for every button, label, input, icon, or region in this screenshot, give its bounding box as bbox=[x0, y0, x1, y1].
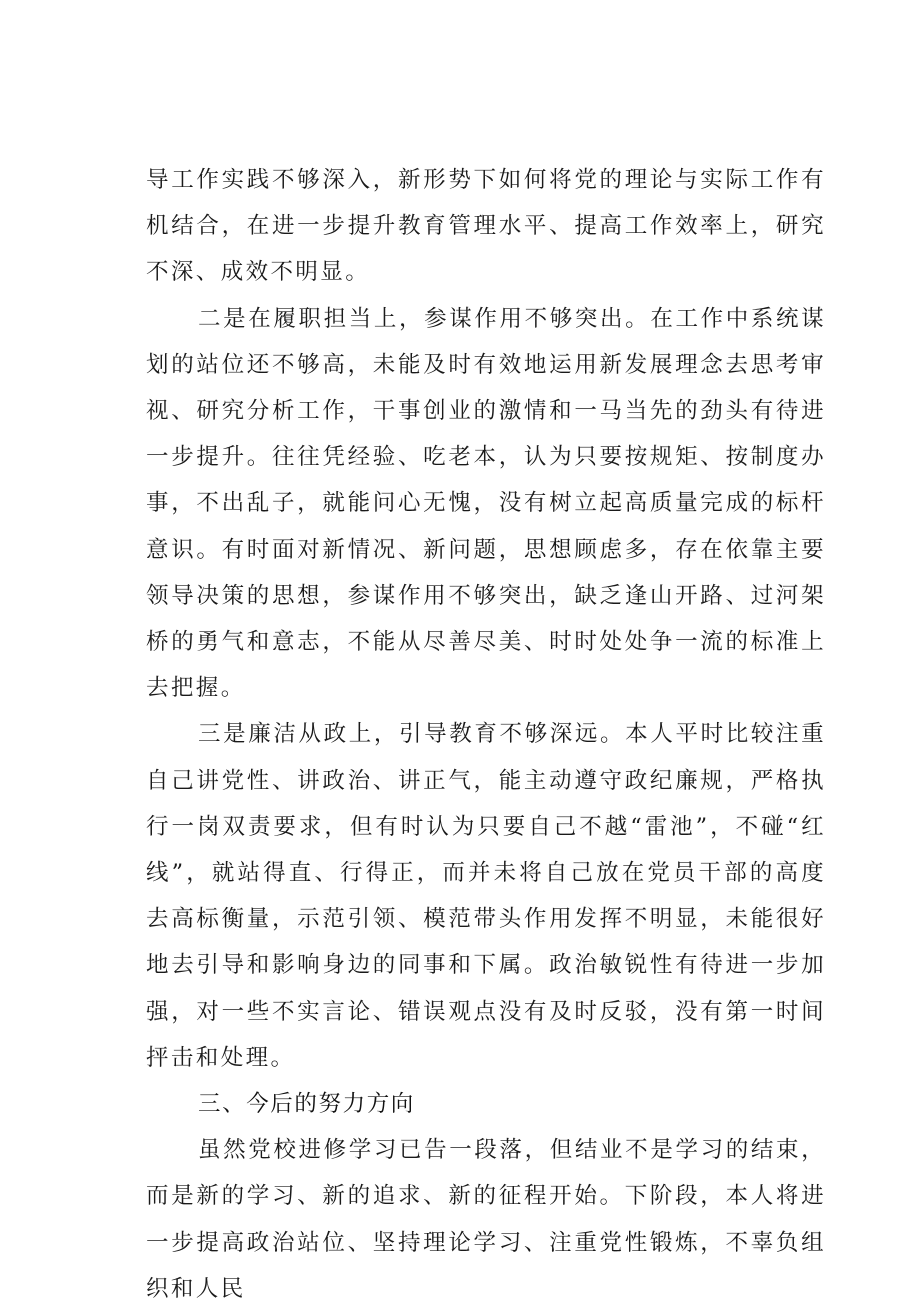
paragraph-point-three: 三是廉洁从政上，引导教育不够深远。本人平时比较注重自己讲党性、讲政治、讲正气，能主动遵守政纪廉规，严格执行一岗双责要求，但有时认为只要自己不越“雷池”，不碰“红线”，就站得直、行得正，而并未将自己放在党员干部的高度去高标衡量，示范引领、模范带头作用发挥不明显，未能很好地去引导和影响身边的同事和下属。政治敏锐性有待进一步加强，对一些不实言论、错误观点没有及时反驳，没有第一时间抨击和处理。 bbox=[146, 721, 826, 1071]
paragraph-closing: 虽然党校进修学习已告一段落，但结业不是学习的结束，而是新的学习、新的追求、新的征程开始。下阶段，本人将进一步提高政治站位、坚持理论学习、注重党性锻炼，不辜负组织和人民 bbox=[146, 1137, 826, 1302]
document-body bbox=[146, 157, 826, 1312]
paragraph-continuation: 导工作实践不够深入，新形势下如何将党的理论与实际工作有机结合，在进一步提升教育管理水平、提高工作效率上，研究不深、成效不明显。 bbox=[146, 167, 826, 286]
section-heading: 三、今后的努力方向 bbox=[198, 1091, 415, 1118]
paragraph-point-two: 二是在履职担当上，参谋作用不够突出。在工作中系统谋划的站位还不够高，未能及时有效地运用新发展理念去思考审视、研究分析工作，干事创业的激情和一马当先的劲头有待进一步提升。往往凭经验、吃老本，认为只要按规矩、按制度办事，不出乱子，就能问心无愧，没有树立起高质量完成的标杆意识。有时面对新情况、新问题，思想顾虑多，存在依靠主要领导决策的思想，参谋作用不够突出，缺乏逢山开路、过河架桥的勇气和意志，不能从尽善尽美、时时处处争一流的标准上去把握。 bbox=[146, 305, 826, 702]
